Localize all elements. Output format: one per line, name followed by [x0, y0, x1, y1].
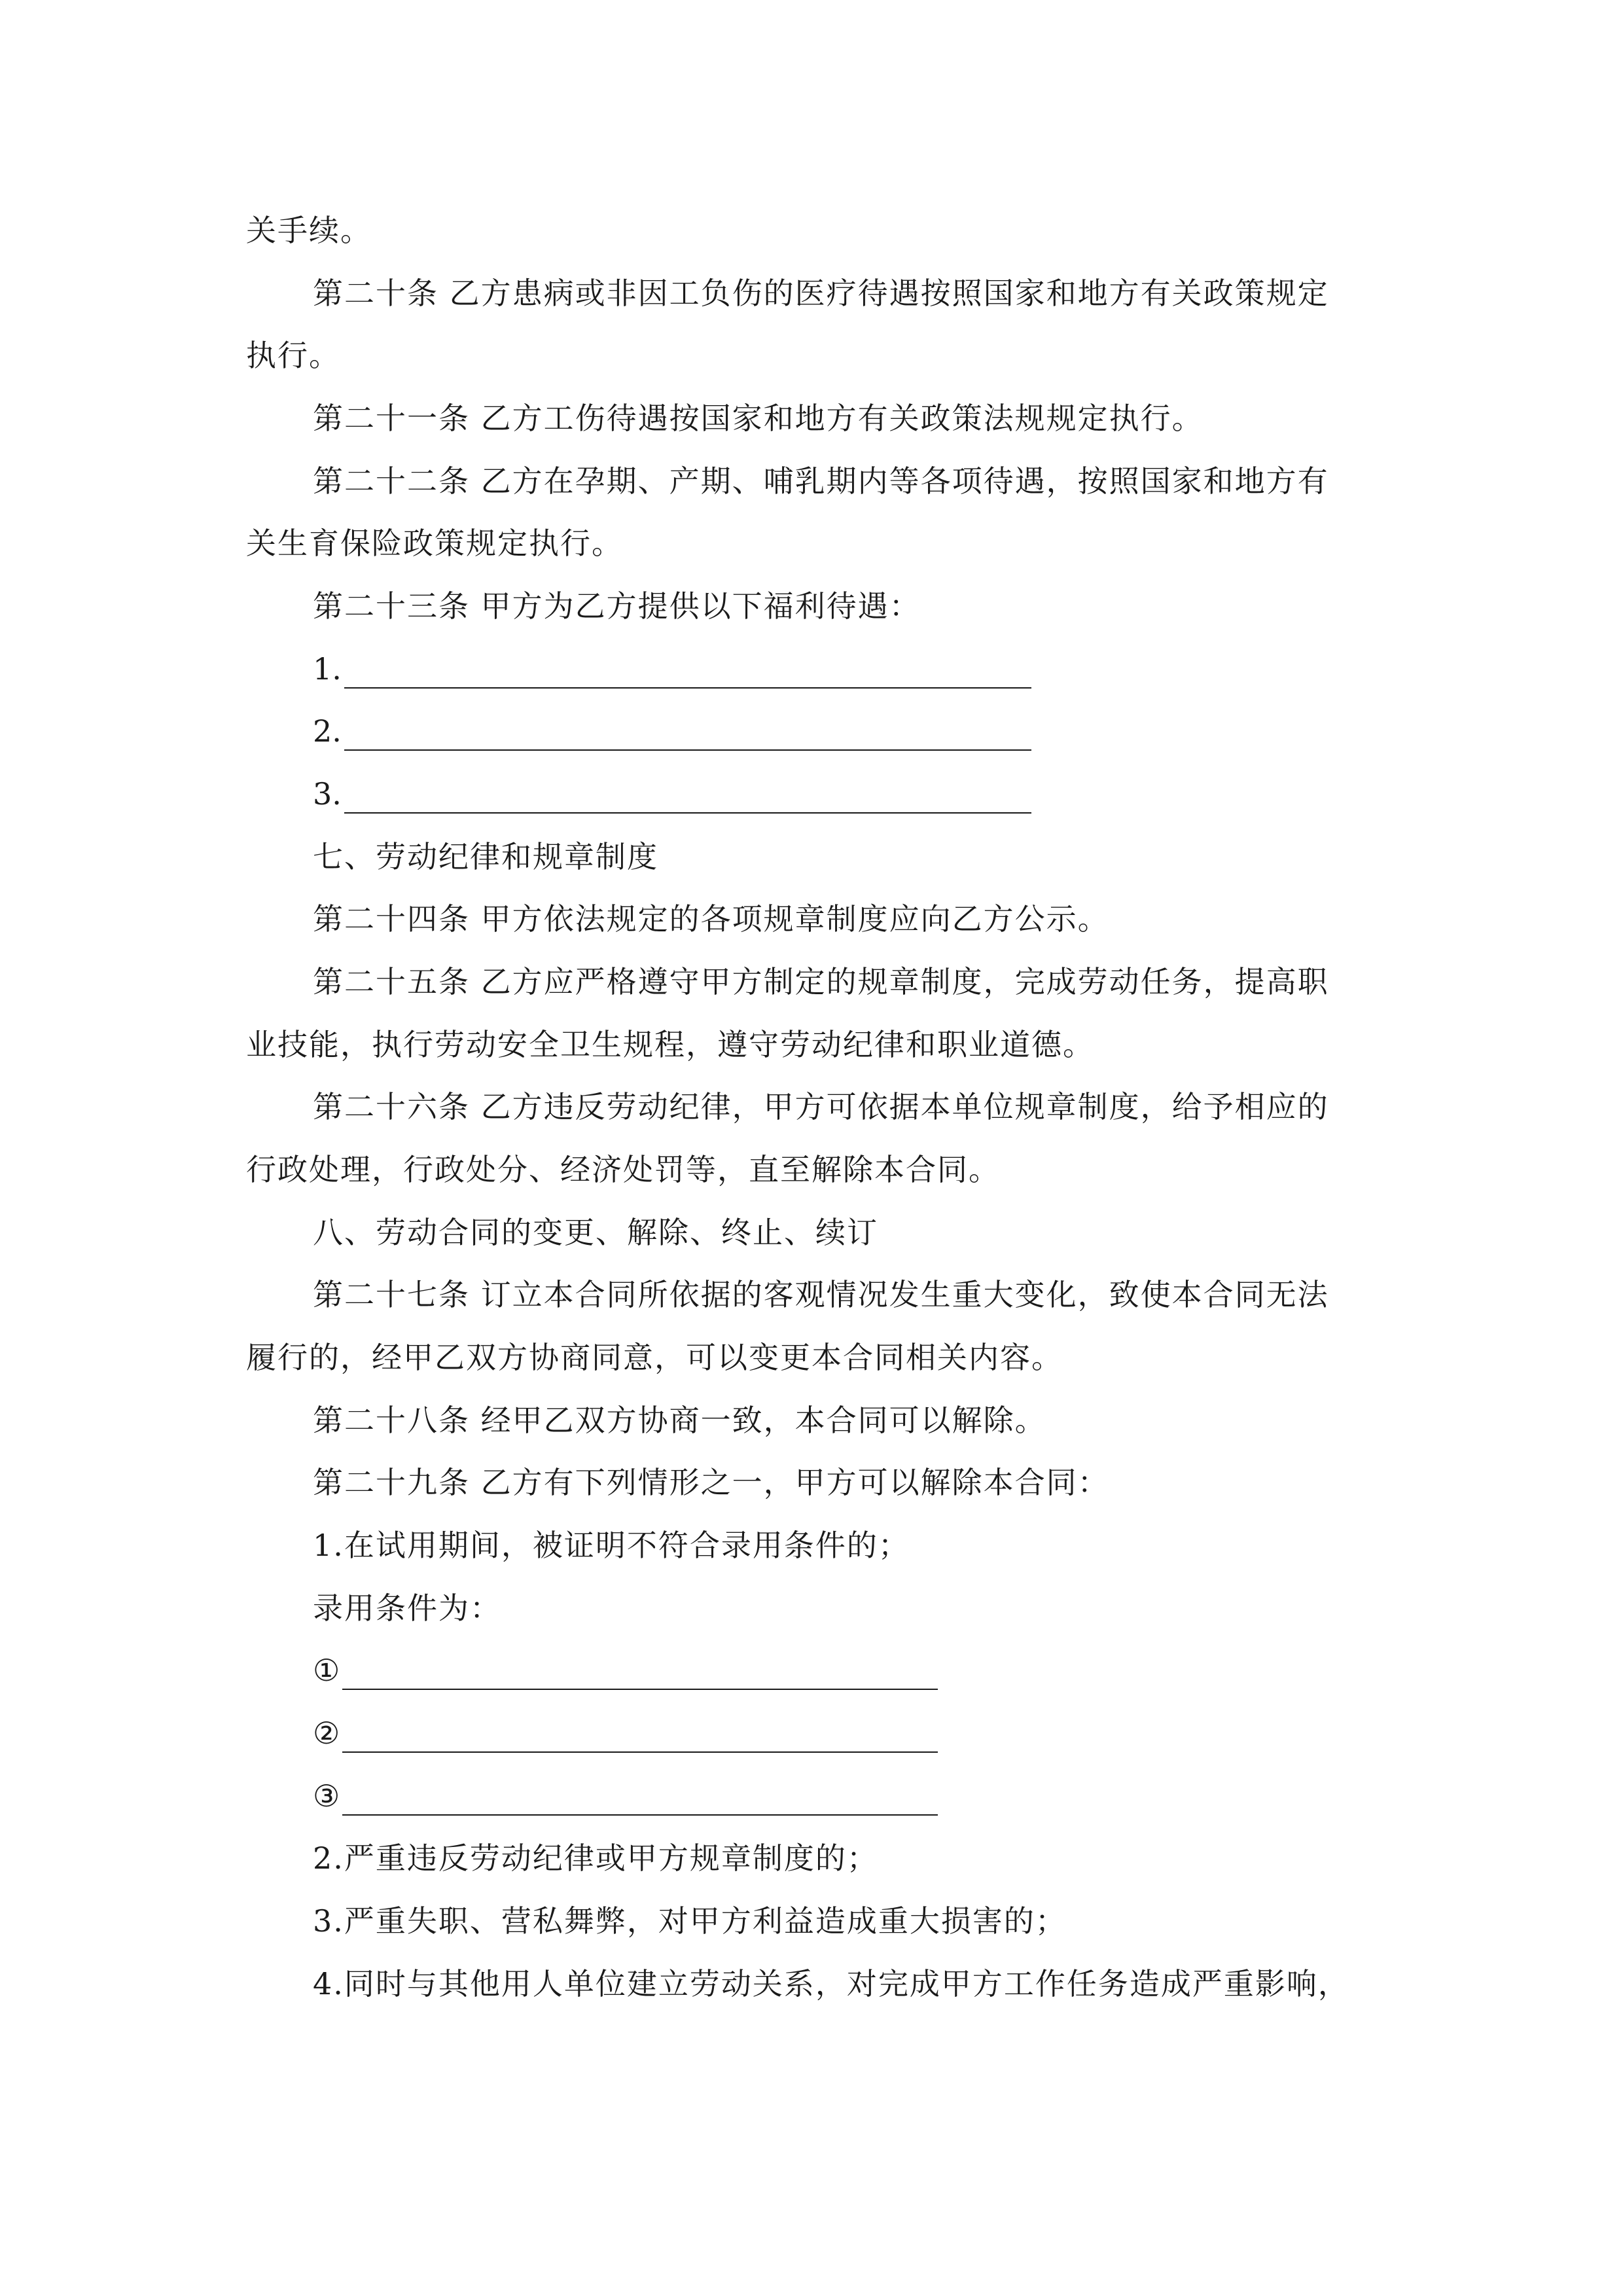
text-line: 关手续。 — [246, 213, 372, 248]
article-27: 第二十七条 订立本合同所依据的客观情况发生重大变化，致使本合同无法 — [313, 1277, 1329, 1312]
article-21: 第二十一条 乙方工伤待遇按国家和地方有关政策法规规定执行。 — [313, 401, 1204, 436]
welfare-item-1 — [313, 649, 1031, 689]
fill-in-blank — [344, 783, 1031, 814]
clause-item-1: 1.在试用期间，被证明不符合录用条件的； — [313, 1528, 910, 1563]
condition-item-1 — [313, 1651, 938, 1690]
clause-item-4: 4.同时与其他用人单位建立劳动关系，对完成甲方工作任务造成严重影响， — [313, 1966, 1349, 2001]
section-heading-7: 七、劳动纪律和规章制度 — [313, 839, 658, 874]
clause-item-2: 2.严重违反劳动纪律或甲方规章制度的； — [313, 1840, 878, 1876]
text-line: 关生育保险政策规定执行。 — [246, 526, 623, 561]
fill-in-blank — [342, 1723, 938, 1753]
text-line: 行政处理，行政处分、经济处罚等，直至解除本合同。 — [246, 1152, 1000, 1187]
article-29: 第二十九条 乙方有下列情形之一，甲方可以解除本合同： — [313, 1465, 1109, 1500]
article-28: 第二十八条 经甲乙双方协商一致，本合同可以解除。 — [313, 1403, 1046, 1438]
clause-item-3: 3.严重失职、营私舞弊，对甲方利益造成重大损害的； — [313, 1903, 1067, 1939]
text-line: 执行。 — [246, 338, 340, 373]
condition-item-2 — [313, 1713, 938, 1753]
fill-in-blank — [344, 658, 1031, 689]
welfare-item-3 — [313, 774, 1031, 814]
text-line: 履行的，经甲乙双方协商同意，可以变更本合同相关内容。 — [246, 1340, 1063, 1375]
condition-item-3 — [313, 1776, 938, 1816]
fill-in-blank — [342, 1660, 938, 1690]
fill-in-blank — [344, 721, 1031, 751]
welfare-item-2 — [313, 711, 1031, 751]
welfare-item-number: 2. — [313, 713, 342, 749]
article-24: 第二十四条 甲方依法规定的各项规章制度应向乙方公示。 — [313, 901, 1109, 937]
welfare-item-number: 1. — [313, 651, 342, 687]
article-22: 第二十二条 乙方在孕期、产期、哺乳期内等各项待遇，按照国家和地方有 — [313, 463, 1329, 499]
text-line: 业技能，执行劳动安全卫生规程，遵守劳动纪律和职业道德。 — [246, 1027, 1094, 1062]
condition-item-number: ① — [313, 1653, 340, 1688]
article-23: 第二十三条 甲方为乙方提供以下福利待遇： — [313, 588, 921, 624]
article-26: 第二十六条 乙方违反劳动纪律，甲方可依据本单位规章制度，给予相应的 — [313, 1089, 1329, 1124]
article-25: 第二十五条 乙方应严格遵守甲方制定的规章制度，完成劳动任务，提高职 — [313, 964, 1329, 999]
section-heading-8: 八、劳动合同的变更、解除、终止、续订 — [313, 1215, 878, 1250]
condition-item-number: ② — [313, 1715, 340, 1751]
welfare-item-number: 3. — [313, 776, 342, 812]
condition-item-number: ③ — [313, 1778, 340, 1814]
conditions-label: 录用条件为： — [313, 1590, 501, 1626]
fill-in-blank — [342, 1785, 938, 1816]
article-20: 第二十条 乙方患病或非因工负伤的医疗待遇按照国家和地方有关政策规定 — [313, 276, 1329, 311]
